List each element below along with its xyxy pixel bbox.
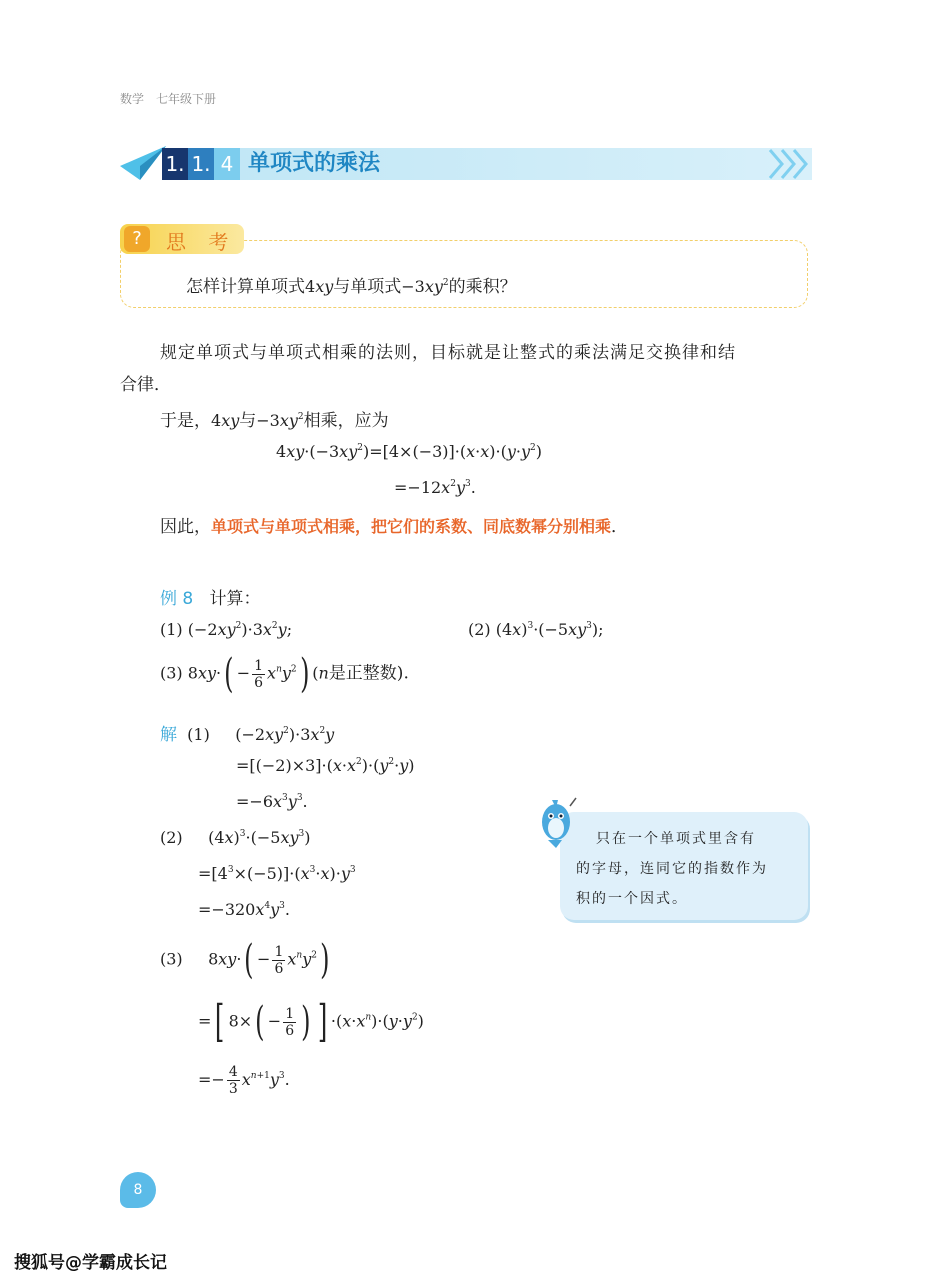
solution-1-line-2: $=[(-2)\times 3]\cdot(x\cdot x^2)\cdot(y^2\cdot y)$ [236,756,415,775]
problem-2: (2) $(4x)^3\cdot(-5xy^3)$; [468,620,604,639]
think-question: 怎样计算单项式4xy与单项式$-3xy^2$的乘积？ [186,277,517,297]
derivation-line-1: $4xy\cdot(-3xy^2)=[4\times(-3)]\cdot(x\cdot x)\cdot(y\cdot y^2)$ [276,442,542,461]
page-number: 8 [120,1172,156,1208]
chevrons-decoration [766,146,810,182]
solution-3-line-3: =− $\frac{4}{3}$ $x^{n+1}y^3$. [198,1064,290,1097]
lightbulb-icon: ? [124,226,150,252]
derivation-line-2: $=-12x^2y^3$. [394,478,476,497]
solution-2-line-1: (2) $(4x)^3\cdot(-5xy^3)$ [160,828,311,847]
solution-2-line-2: $=[4^3\times(-5)]\cdot(x^3\cdot x)\cdot y^3$ [198,864,356,883]
solution-1-line-3: $=-6x^3y^3$. [236,792,308,811]
para-line-3: 于是，4xy与$-3xy^2$相乘，应为 [160,411,389,431]
think-label: 思 考 [166,230,237,254]
problem-1: (1) $(-2xy^2)\cdot 3x^2y$; [160,620,293,639]
solution-2-line-3: $=-320x^4y^3$. [198,900,290,919]
tip-line-3: 积的一个因式。 [576,891,688,907]
section-number-2: 1. [188,148,214,180]
solution-1-line-1: 解 (1) $(-2xy^2)\cdot 3x^2y$ [160,725,335,745]
section-number-3: 4 [214,148,240,180]
tip-line-1: 只在一个单项式里含有 [596,831,756,847]
watermark: 搜狐号@学霸成长记 [14,1253,167,1273]
section-title: 单项式的乘法 [248,151,381,176]
section-title-bar [118,144,808,184]
example-heading: 例 8 计算： [160,589,261,609]
para-line-2: 合律． [120,375,171,395]
rule-statement: 因此，单项式与单项式相乘，把它们的系数、同底数幂分别相乘． [160,517,629,537]
solution-3-line-1: (3) 8xy·( − $\frac{1}{6}$ $x^ny^2$) [160,937,330,983]
dolphin-mascot-icon [534,796,580,850]
section-number-1: 1. [162,148,188,180]
running-header: 数学 七年级下册 [120,92,217,106]
tip-line-2: 的字母，连同它的指数作为 [576,861,768,877]
para-line-1: 规定单项式与单项式相乘的法则，目标就是让整式的乘法满足交换律和结 [160,343,736,363]
problem-3: (3) 8xy·( − $\frac{1}{6}$ $x^ny^2$) (n是正整数). [160,651,409,697]
solution-3-line-2: =[ 8×( − $\frac{1}{6}$ ) ] $\cdot(x\cdot x^n)\cdot(y\cdot y^2)$ [198,996,424,1047]
